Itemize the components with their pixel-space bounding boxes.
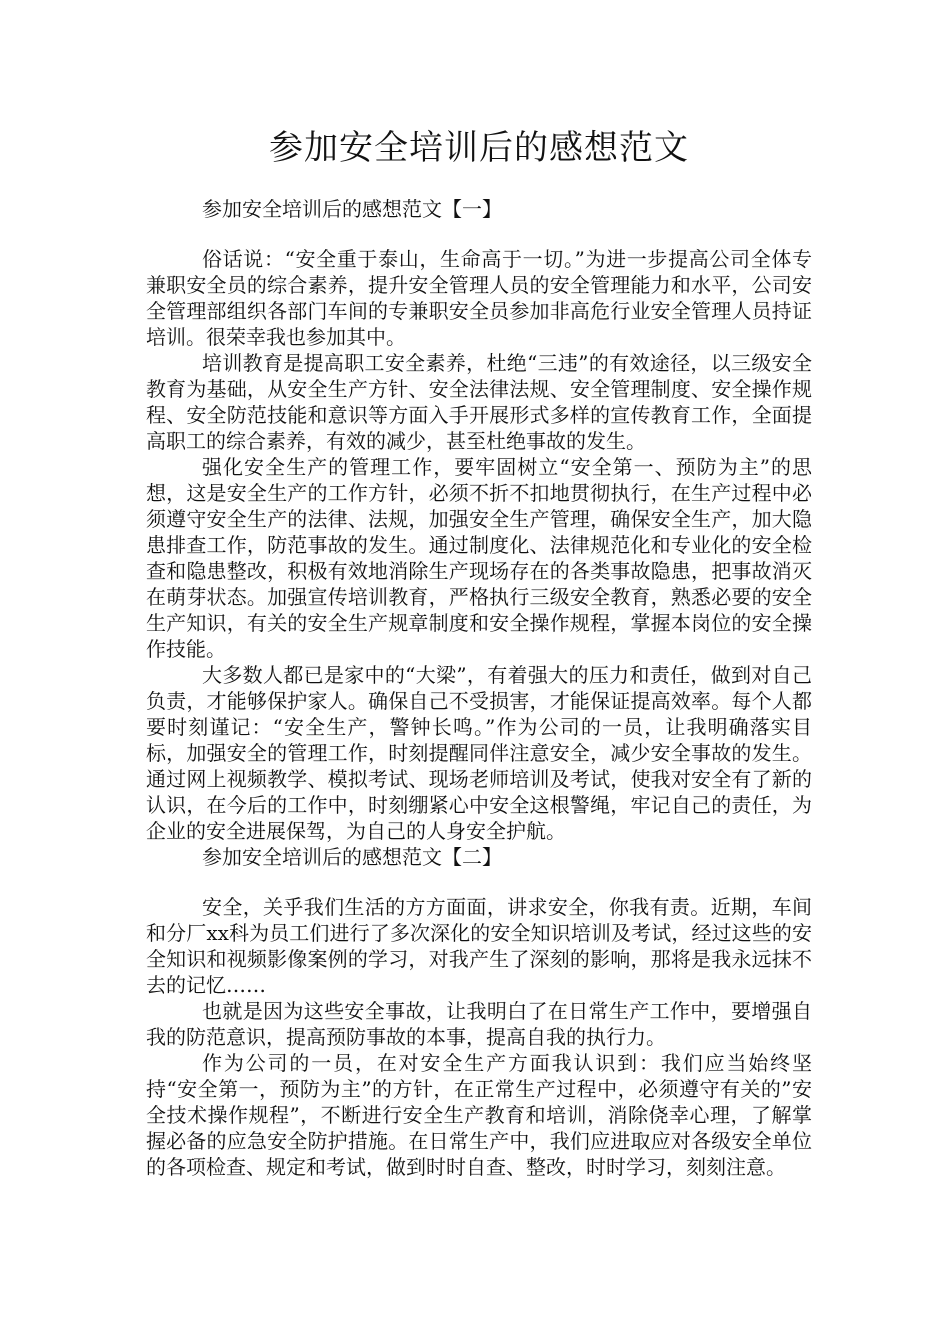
- document-title: 参加安全培训后的感想范文: [269, 128, 689, 168]
- section-1-paragraph-4: 大多数人都已是家中的“大梁”，有着强大的压力和责任，做到对自己负责，才能够保护家人。确保自己不受损害，才能保证提高效率。每个人都要时刻谨记：“安全生产，警钟长鸣。”作为公司的一员，让我明确落实目标，加强安全的管理工作，时刻提醒同伴注意安全，减少安全事故的发生。通过网上视频教学、模拟考试、现场老师培训及考试，使我对安全有了新的认识，在今后的工作中，时刻绷紧心中安全这根警绳，牢记自己的责任，为企业的安全进展保驾，为自己的人身安全护航。: [146, 663, 812, 843]
- section-2-paragraph-2: 也就是因为这些安全事故，让我明白了在日常生产工作中，要增强自我的防范意识，提高预防事故的本事，提高自我的执行力。: [146, 999, 812, 1049]
- section-2-paragraph-3: 作为公司的一员，在对安全生产方面我认识到：我们应当始终坚持“安全第一，预防为主”的方针，在正常生产过程中，必须遵守有关的”安全技术操作规程”，不断进行安全生产教育和培训，消除侥幸心理，了解掌握必备的应急安全防护措施。在日常生产中，我们应进取应对各级安全单位的各项检查、规定和考试，做到时时自查、整改，时时学习，刻刻注意。: [146, 1051, 812, 1179]
- section-1: [146, 196, 812, 844]
- section-1-paragraph-1: 俗话说：“安全重于泰山，生命高于一切。”为进一步提高公司全体专兼职安全员的综合素养，提升安全管理人员的安全管理能力和水平，公司安全管理部组织各部门车间的专兼职安全员参加非高危行业安全管理人员持证培训。很荣幸我也参加其中。: [146, 247, 812, 349]
- section-1-paragraph-2: 培训教育是提高职工安全素养，杜绝“三违”的有效途径，以三级安全教育为基础，从安全生产方针、安全法律法规、安全管理制度、安全操作规程、安全防范技能和意识等方面入手开展形式多样的宣传教育工作，全面提高职工的综合素养，有效的减少，甚至杜绝事故的发生。: [146, 351, 812, 453]
- section-1-heading: 参加安全培训后的感想范文【一】: [202, 197, 502, 221]
- section-1-paragraph-3: 强化安全生产的管理工作，要牢固树立“安全第一、预防为主”的思想，这是安全生产的工作方针，必须不折不扣地贯彻执行，在生产过程中必须遵守安全生产的法律、法规，加强安全生产管理，确保安全生产，加大隐患排查工作，防范事故的发生。通过制度化、法律规范化和专业化的安全检查和隐患整改，积极有效地消除生产现场存在的各类事故隐患，把事故消灭在萌芽状态。加强宣传培训教育，严格执行三级安全教育，熟悉必要的安全生产知识，有关的安全生产规章制度和安全操作规程，掌握本岗位的安全操作技能。: [146, 455, 812, 661]
- section-2-paragraph-1: 安全，关乎我们生活的方方面面，讲求安全，你我有责。近期，车间和分厂xx科为员工们进行了多次深化的安全知识培训及考试，经过这些的安全知识和视频影像案例的学习，对我产生了深刻的影响，那将是我永远抹不去的记忆……: [146, 895, 812, 997]
- section-2: [146, 844, 812, 1180]
- section-2-heading: 参加安全培训后的感想范文【二】: [202, 845, 502, 869]
- document-page: [146, 118, 812, 1180]
